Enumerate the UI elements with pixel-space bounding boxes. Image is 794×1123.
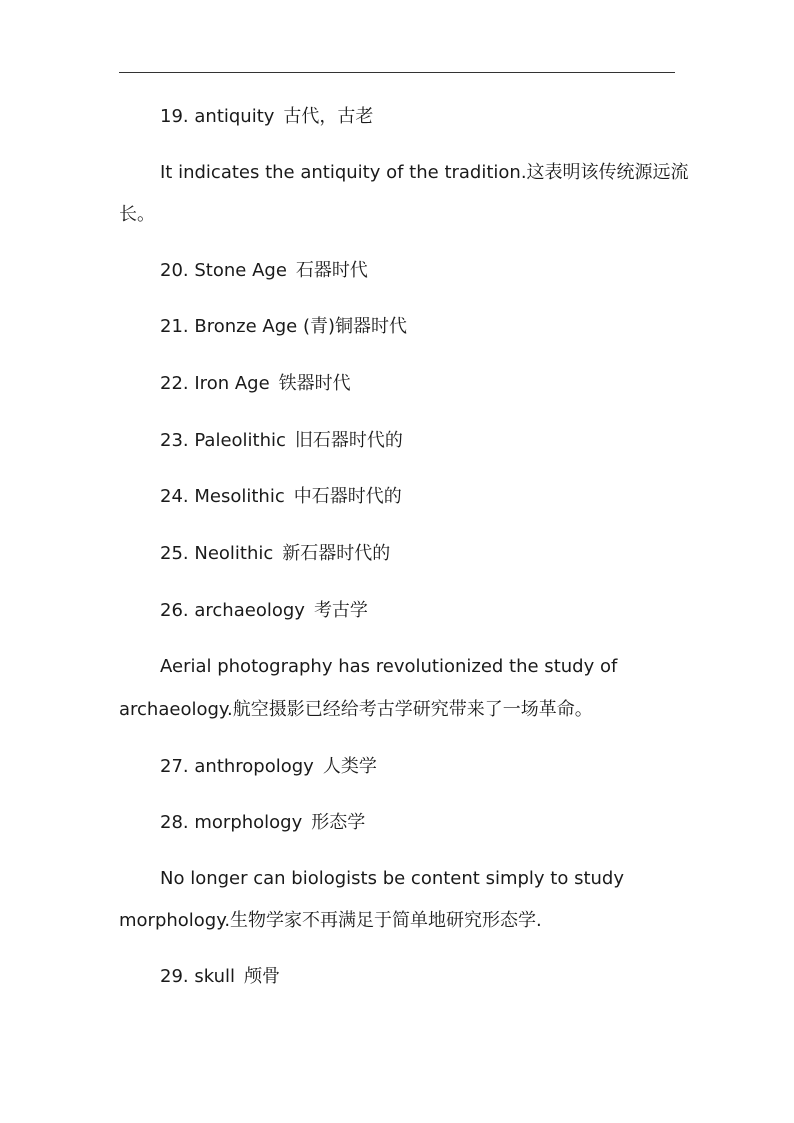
example-sentence-28-line-1: No longer can biologists be content simply to study — [160, 868, 625, 889]
entry-meaning: 形态学 — [311, 812, 366, 833]
vocab-entry-19 — [160, 106, 373, 128]
entry-meaning: 石器时代 — [295, 260, 368, 281]
vocab-entry-20 — [160, 260, 368, 282]
entry-term: Neolithic — [194, 543, 274, 564]
vocab-entry-29 — [160, 966, 280, 988]
entry-meaning: 人类学 — [322, 756, 377, 777]
vocab-entry-23 — [160, 430, 403, 452]
entry-term: archaeology — [194, 600, 305, 621]
vocab-entry-21 — [160, 316, 407, 338]
entry-number: 22. — [160, 373, 189, 394]
vocab-entry-28 — [160, 812, 365, 834]
entry-meaning: 中石器时代的 — [293, 486, 402, 507]
example-sentence-26-line-2: archaeology.航空摄影已经给考古学研究带来了一场革命。 — [119, 699, 593, 720]
vocab-entry-27 — [160, 756, 377, 778]
vocab-entry-22 — [160, 373, 351, 395]
vocab-entry-25 — [160, 543, 390, 565]
vocab-entry-24 — [160, 486, 402, 508]
entry-number: 28. — [160, 812, 189, 833]
entry-number: 21. — [160, 316, 189, 337]
entry-number: 26. — [160, 600, 189, 621]
entry-number: 25. — [160, 543, 189, 564]
entry-term: morphology — [194, 812, 303, 833]
entry-term: Paleolithic — [194, 430, 286, 451]
entry-meaning: 颅骨 — [244, 966, 281, 987]
entry-term: skull — [194, 966, 236, 987]
vocab-entry-26 — [160, 600, 368, 622]
entry-number: 27. — [160, 756, 189, 777]
entry-term: Bronze Age — [194, 316, 298, 337]
entry-term: Mesolithic — [194, 486, 285, 507]
entry-term: anthropology — [194, 756, 314, 777]
entry-term: Iron Age — [194, 373, 270, 394]
entry-term: Stone Age — [194, 260, 287, 281]
entry-meaning: 铁器时代 — [278, 373, 351, 394]
entry-number: 19. — [160, 106, 189, 127]
entry-meaning: 古代，古老 — [283, 106, 374, 127]
entry-meaning: (青)铜器时代 — [302, 316, 407, 337]
entry-meaning: 旧石器时代的 — [294, 430, 403, 451]
entry-number: 24. — [160, 486, 189, 507]
example-sentence-19-line-1: It indicates the antiquity of the tradition.这表明该传统源远流 — [160, 162, 689, 183]
entry-term: antiquity — [194, 106, 275, 127]
example-sentence-28-line-2: morphology.生物学家不再满足于简单地研究形态学. — [119, 910, 542, 931]
entry-number: 29. — [160, 966, 189, 987]
example-sentence-26-line-1: Aerial photography has revolutionized the study of — [160, 656, 618, 677]
header-rule — [119, 72, 675, 73]
entry-number: 23. — [160, 430, 189, 451]
entry-meaning: 新石器时代的 — [282, 543, 391, 564]
entry-number: 20. — [160, 260, 189, 281]
example-sentence-19-line-2: 长。 — [119, 204, 155, 225]
entry-meaning: 考古学 — [313, 600, 368, 621]
